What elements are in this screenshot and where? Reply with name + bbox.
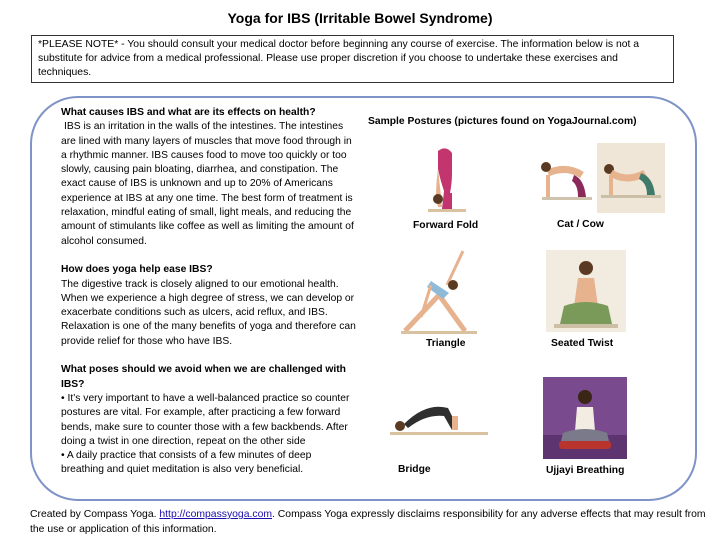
- samples-title: Sample Postures (pictures found on YogaJournal.com): [368, 116, 637, 127]
- causes-body: IBS is an irritation in the walls of the intestines. The intestines are lined with many layers of muscles that move food through in a rhythmic manner. IBS causes food to move too quickly or too slowly, causing pain bloating, diarrhea, and constipation. The exact cause of IBS is unknown and up to 20% of Americans experience at IBS at any one time. The best form of treatment is relaxation, mindful eating of small, light meals, and reducing the amount of stimulants like coffee as well as limiting the amount of alcohol consumed.: [61, 121, 354, 247]
- seated-twist-caption: Seated Twist: [551, 338, 614, 349]
- causes-heading: What causes IBS and what are its effects on health?: [61, 107, 316, 118]
- cat-pose-photo: [538, 153, 596, 205]
- page-title: Yoga for IBS (Irritable Bowel Syndrome): [227, 10, 493, 26]
- cat-cow-caption: Cat / Cow: [557, 219, 604, 230]
- help-body: The digestive track is closely aligned to our emotional health. When we experience a high degree of stress, we can develop or exacerbate conditions such as ulcers, acid reflux, and IBS. Relaxation is one of the many benefits of yoga and therefore can provide relief for those who have IBS.: [61, 278, 356, 347]
- footer-prefix: Created by Compass Yoga.: [30, 509, 160, 520]
- avoid-bullet-2: • A daily practice that consists of a few minutes of deep breathing and quiet meditation is also very beneficial.: [61, 450, 312, 476]
- forward-fold-caption: Forward Fold: [413, 220, 479, 231]
- triangle-photo: [391, 245, 487, 337]
- footer-suffix: . Compass Yoga expressly disclaims responsibility for any adverse effects that may result from the use or application of this information.: [30, 509, 706, 535]
- info-text-column: [61, 106, 357, 478]
- ujjayi-caption: Ujjayi Breathing: [546, 465, 625, 476]
- bridge-caption: Bridge: [398, 464, 431, 475]
- avoid-heading: What poses should we avoid when we are challenged with IBS?: [61, 364, 346, 390]
- disclaimer-note: *PLEASE NOTE* - You should consult your medical doctor before beginning any course of exercise. The information below is not a substitute for advice from a medical professional. Please use proper discretion if you choose to undertake these exercises and techniques.: [31, 35, 674, 83]
- avoid-bullet-1: • It’s very important to have a well-balanced practice so counter postures are vital. For example, after practicing a few forward bends, make sure to counter those with a few backbends. After doing a twist in one direction, repeat on the other side: [61, 392, 350, 447]
- triangle-caption: Triangle: [426, 338, 466, 349]
- help-heading: How does yoga help ease IBS?: [61, 264, 213, 276]
- footer: [30, 508, 720, 537]
- ujjayi-photo: [543, 377, 627, 459]
- forward-fold-photo: [422, 143, 468, 215]
- seated-twist-photo: [546, 250, 626, 332]
- compass-yoga-link[interactable]: http://compassyoga.com: [159, 509, 273, 520]
- bridge-photo: [386, 388, 492, 440]
- cow-pose-photo: [597, 143, 665, 213]
